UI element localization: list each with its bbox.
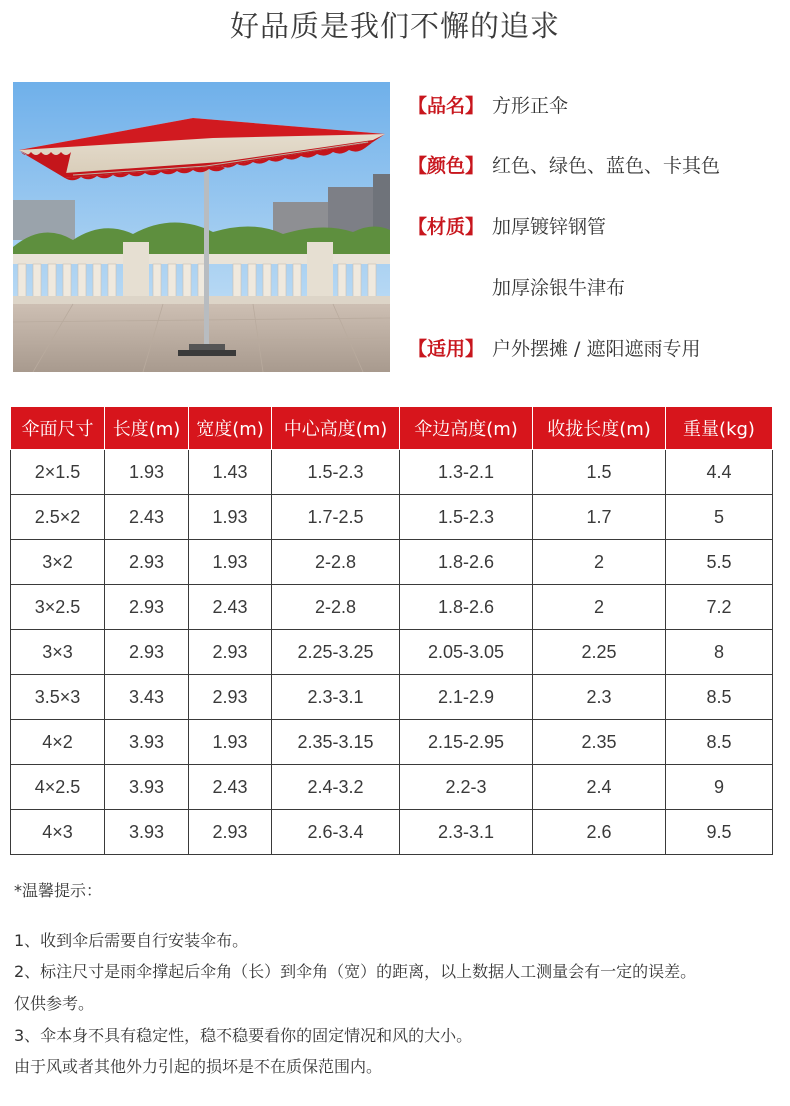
table-cell: 4×2 <box>11 720 105 765</box>
spec-row-color <box>408 152 720 180</box>
table-cell: 2.43 <box>105 495 189 540</box>
note-line: 仅供参考。 <box>14 994 95 1013</box>
table-cell: 2.4 <box>533 765 666 810</box>
spec-value: 户外摆摊 / 遮阳遮雨专用 <box>492 338 701 360</box>
spec-label: 【品名】 <box>408 95 485 117</box>
spec-row-usage <box>408 335 700 363</box>
table-cell: 2.15-2.95 <box>400 720 533 765</box>
table-cell: 1.5 <box>533 450 666 495</box>
table-cell: 2.4-3.2 <box>272 765 400 810</box>
table-cell: 1.5-2.3 <box>400 495 533 540</box>
spec-value: 方形正伞 <box>492 95 569 117</box>
table-cell: 5 <box>666 495 773 540</box>
table-cell: 8 <box>666 630 773 675</box>
table-cell: 3×3 <box>11 630 105 675</box>
table-cell: 2.43 <box>189 765 272 810</box>
table-row <box>11 675 773 720</box>
column-header: 中心高度(m) <box>272 407 400 450</box>
spec-row-name <box>408 92 568 120</box>
table-cell: 2×1.5 <box>11 450 105 495</box>
table-cell: 2.93 <box>105 630 189 675</box>
table-cell: 2.93 <box>189 810 272 855</box>
note-line: 1、收到伞后需要自行安装伞布。 <box>14 931 249 950</box>
column-header: 收拢长度(m) <box>533 407 666 450</box>
table-cell: 2.5×2 <box>11 495 105 540</box>
table-cell: 2.6-3.4 <box>272 810 400 855</box>
table-cell: 3.43 <box>105 675 189 720</box>
table-cell: 2.2-3 <box>400 765 533 810</box>
note-line: 3、伞本身不具有稳定性，稳不稳要看你的固定情况和风的大小。 <box>14 1026 473 1045</box>
table-cell: 3.93 <box>105 765 189 810</box>
table-cell: 2.25 <box>533 630 666 675</box>
table-cell: 3.93 <box>105 810 189 855</box>
spec-row-material-2 <box>408 274 625 302</box>
table-cell: 2.05-3.05 <box>400 630 533 675</box>
table-cell: 2.3-3.1 <box>400 810 533 855</box>
table-cell: 1.7-2.5 <box>272 495 400 540</box>
table-cell: 5.5 <box>666 540 773 585</box>
table-cell: 3.5×3 <box>11 675 105 720</box>
table-cell: 2.6 <box>533 810 666 855</box>
table-cell: 2.43 <box>189 585 272 630</box>
table-cell: 2-2.8 <box>272 540 400 585</box>
notes-heading: *温馨提示： <box>14 881 103 900</box>
table-cell: 7.2 <box>666 585 773 630</box>
table-cell: 2.1-2.9 <box>400 675 533 720</box>
table-row <box>11 495 773 540</box>
spec-label: 【颜色】 <box>408 155 485 177</box>
size-table <box>10 406 773 855</box>
note-line: 2、标注尺寸是雨伞撑起后伞角（长）到伞角（宽）的距离，以上数据人工测量会有一定的误差。 <box>14 962 697 981</box>
table-cell: 9.5 <box>666 810 773 855</box>
page-title: 好品质是我们不懈的追求 <box>229 9 560 43</box>
table-cell: 1.7 <box>533 495 666 540</box>
table-cell: 2.93 <box>189 630 272 675</box>
table-cell: 9 <box>666 765 773 810</box>
table-cell: 2 <box>533 585 666 630</box>
table-cell: 4.4 <box>666 450 773 495</box>
table-cell: 1.3-2.1 <box>400 450 533 495</box>
table-cell: 1.8-2.6 <box>400 585 533 630</box>
table-cell: 2.35-3.15 <box>272 720 400 765</box>
table-cell: 1.93 <box>189 540 272 585</box>
spec-label: 【适用】 <box>408 338 485 360</box>
table-cell: 2.3-3.1 <box>272 675 400 720</box>
spec-label: 【材质】 <box>408 216 485 238</box>
table-cell: 4×2.5 <box>11 765 105 810</box>
spec-value: 加厚涂银牛津布 <box>492 277 626 299</box>
column-header: 重量(kg) <box>666 407 773 450</box>
spec-value: 红色、绿色、蓝色、卡其色 <box>492 155 721 177</box>
table-row <box>11 585 773 630</box>
spec-row-material <box>408 213 606 241</box>
table-cell: 2.93 <box>105 585 189 630</box>
table-cell: 1.93 <box>189 495 272 540</box>
spec-value: 加厚镀锌钢管 <box>492 216 607 238</box>
table-cell: 2.93 <box>189 675 272 720</box>
note-line: 由于风或者其他外力引起的损坏是不在质保范围内。 <box>14 1057 383 1076</box>
table-body <box>11 450 773 855</box>
table-row <box>11 540 773 585</box>
table-cell: 2 <box>533 540 666 585</box>
column-header: 长度(m) <box>105 407 189 450</box>
column-header: 宽度(m) <box>189 407 272 450</box>
table-cell: 4×3 <box>11 810 105 855</box>
table-cell: 3×2 <box>11 540 105 585</box>
table-row <box>11 720 773 765</box>
table-cell: 1.8-2.6 <box>400 540 533 585</box>
product-photo <box>13 82 390 372</box>
table-cell: 2-2.8 <box>272 585 400 630</box>
table-cell: 1.93 <box>105 450 189 495</box>
table-cell: 3×2.5 <box>11 585 105 630</box>
table-cell: 2.25-3.25 <box>272 630 400 675</box>
table-header-row <box>11 407 773 450</box>
column-header: 伞面尺寸 <box>11 407 105 450</box>
table-row <box>11 765 773 810</box>
table-cell: 8.5 <box>666 720 773 765</box>
table-row <box>11 450 773 495</box>
column-header: 伞边高度(m) <box>400 407 533 450</box>
table-cell: 2.3 <box>533 675 666 720</box>
table-cell: 3.93 <box>105 720 189 765</box>
table-row <box>11 810 773 855</box>
table-cell: 2.35 <box>533 720 666 765</box>
table-row <box>11 630 773 675</box>
table-cell: 2.93 <box>105 540 189 585</box>
table-cell: 1.43 <box>189 450 272 495</box>
table-cell: 1.5-2.3 <box>272 450 400 495</box>
table-cell: 1.93 <box>189 720 272 765</box>
table-cell: 8.5 <box>666 675 773 720</box>
